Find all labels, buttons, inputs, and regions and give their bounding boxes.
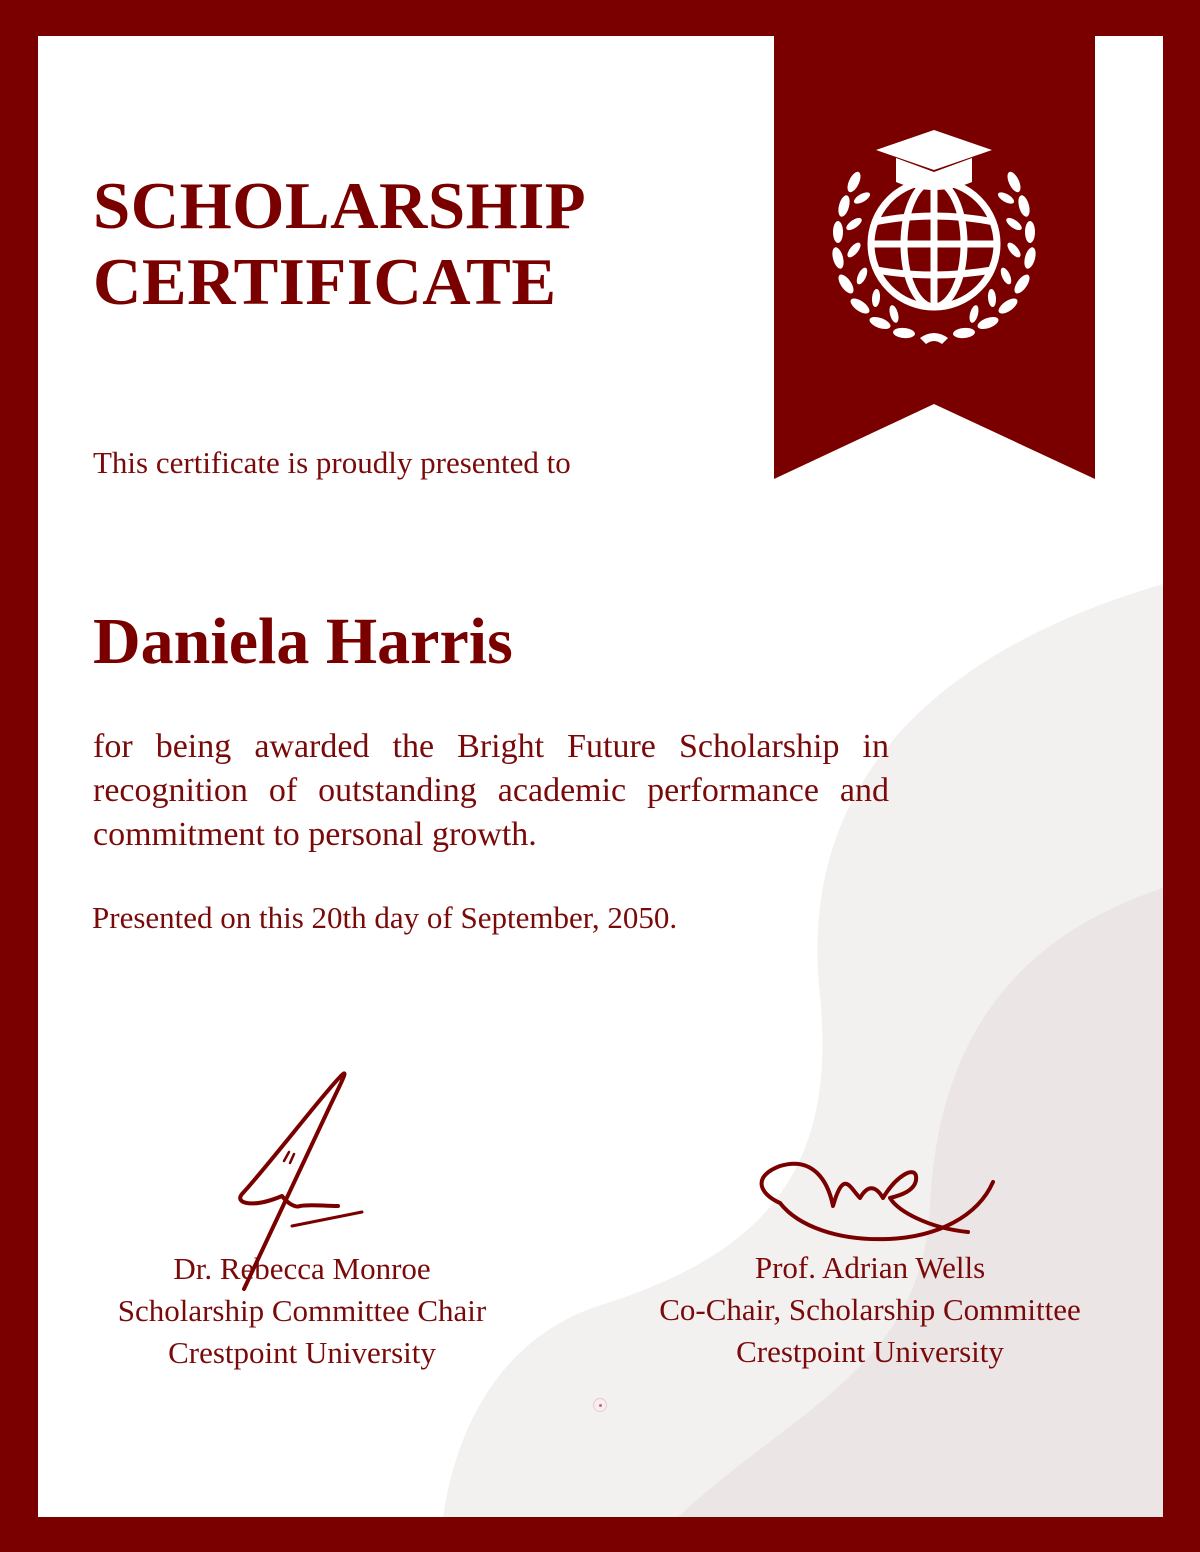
signatory-left — [93, 1248, 511, 1374]
title-line-1: SCHOLARSHIP — [93, 169, 587, 243]
center-dot-marker — [593, 1398, 607, 1412]
certificate-page — [38, 36, 1163, 1517]
signatory-institution: Crestpoint University — [168, 1335, 436, 1370]
graduation-globe-laurel-icon — [824, 124, 1044, 346]
title-line-2: CERTIFICATE — [93, 245, 557, 319]
signatory-name: Dr. Rebecca Monroe — [173, 1251, 431, 1286]
signatory-role: Co-Chair, Scholarship Committee — [659, 1292, 1081, 1327]
signatory-institution: Crestpoint University — [736, 1334, 1004, 1369]
signatory-name: Prof. Adrian Wells — [754, 1250, 986, 1285]
signatory-right — [636, 1247, 1104, 1373]
presented-to-text: This certificate is proudly presented to — [93, 445, 571, 480]
signatory-role: Scholarship Committee Chair — [117, 1293, 487, 1328]
award-description: for being awarded the Bright Future Scholarship in recognition of outstanding academic performance and commitment to personal growth. — [93, 728, 889, 853]
certificate-title — [93, 168, 733, 320]
presentation-date: Presented on this 20th day of September, 2050. — [92, 900, 678, 935]
recipient-name: Daniela Harris — [93, 605, 513, 678]
